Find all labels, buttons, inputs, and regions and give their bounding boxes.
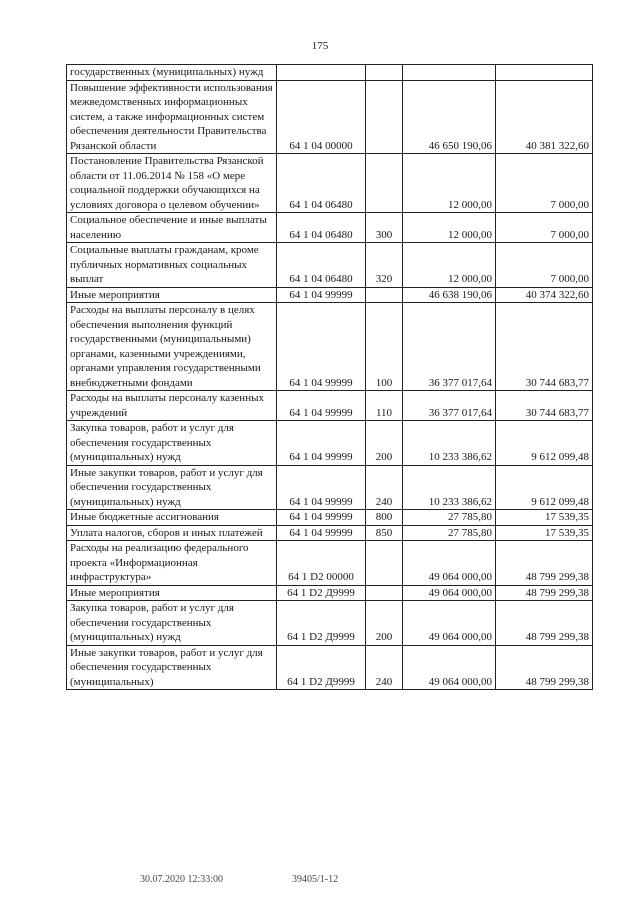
cell-executed-amount: 48 799 299,38 xyxy=(496,601,593,646)
cell-executed-amount: 7 000,00 xyxy=(496,243,593,288)
cell-name: государственных (муниципальных) нужд xyxy=(67,65,277,81)
table-row xyxy=(67,525,593,541)
table-row xyxy=(67,601,593,646)
cell-target-code: 64 1 04 99999 xyxy=(277,421,366,466)
budget-table-body xyxy=(67,65,593,690)
cell-planned-amount: 36 377 017,64 xyxy=(403,303,496,391)
table-row xyxy=(67,421,593,466)
cell-planned-amount: 49 064 000,00 xyxy=(403,645,496,690)
cell-expense-type: 110 xyxy=(366,391,403,421)
cell-name: Социальное обеспечение и иные выплаты населению xyxy=(67,213,277,243)
cell-name: Закупка товаров, работ и услуг для обеспечения государственных (муниципальных) нужд xyxy=(67,601,277,646)
cell-target-code: 64 1 04 06480 xyxy=(277,243,366,288)
cell-planned-amount: 10 233 386,62 xyxy=(403,421,496,466)
cell-executed-amount: 48 799 299,38 xyxy=(496,645,593,690)
table-row xyxy=(67,303,593,391)
cell-executed-amount: 7 000,00 xyxy=(496,154,593,213)
cell-target-code xyxy=(277,65,366,81)
cell-expense-type xyxy=(366,585,403,601)
table-row xyxy=(67,585,593,601)
cell-planned-amount: 46 650 190,06 xyxy=(403,80,496,154)
cell-name: Повышение эффективности использования межведомственных информационных систем, а также информационных систем обеспечения деятельности Правительства Рязанской области xyxy=(67,80,277,154)
footer-timestamp: 30.07.2020 12:33:00 xyxy=(140,874,224,885)
cell-name: Расходы на выплаты персоналу в целях обеспечения выполнения функций государственными (муниципальными) органами, казенными учреждениями, органами управления государственными внебюджетными фондами xyxy=(67,303,277,391)
cell-target-code: 64 1 D2 00000 xyxy=(277,541,366,586)
cell-target-code: 64 1 04 99999 xyxy=(277,510,366,526)
table-row xyxy=(67,65,593,81)
cell-executed-amount: 7 000,00 xyxy=(496,213,593,243)
cell-expense-type: 240 xyxy=(366,645,403,690)
cell-target-code: 64 1 04 99999 xyxy=(277,465,366,510)
cell-name: Иные закупки товаров, работ и услуг для обеспечения государственных (муниципальных) нужд xyxy=(67,465,277,510)
cell-executed-amount: 30 744 683,77 xyxy=(496,391,593,421)
cell-expense-type: 200 xyxy=(366,421,403,466)
cell-executed-amount: 48 799 299,38 xyxy=(496,541,593,586)
cell-name: Иные закупки товаров, работ и услуг для обеспечения государственных (муниципальных) xyxy=(67,645,277,690)
cell-name: Иные мероприятия xyxy=(67,585,277,601)
cell-name: Уплата налогов, сборов и иных платежей xyxy=(67,525,277,541)
cell-planned-amount: 36 377 017,64 xyxy=(403,391,496,421)
cell-executed-amount: 30 744 683,77 xyxy=(496,303,593,391)
cell-expense-type: 200 xyxy=(366,601,403,646)
cell-target-code: 64 1 04 99999 xyxy=(277,303,366,391)
cell-expense-type xyxy=(366,541,403,586)
page-number: 175 xyxy=(311,40,329,52)
footer-doc-id: 39405/1-12 xyxy=(292,874,339,885)
table-row xyxy=(67,541,593,586)
table-row xyxy=(67,391,593,421)
table-row xyxy=(67,213,593,243)
cell-executed-amount: 40 374 322,60 xyxy=(496,287,593,303)
cell-executed-amount xyxy=(496,65,593,81)
cell-planned-amount: 12 000,00 xyxy=(403,243,496,288)
cell-planned-amount: 49 064 000,00 xyxy=(403,541,496,586)
cell-planned-amount: 49 064 000,00 xyxy=(403,585,496,601)
cell-planned-amount: 10 233 386,62 xyxy=(403,465,496,510)
cell-target-code: 64 1 D2 Д9999 xyxy=(277,585,366,601)
cell-name: Иные бюджетные ассигнования xyxy=(67,510,277,526)
table-row xyxy=(67,645,593,690)
cell-name: Расходы на выплаты персоналу казенных учреждений xyxy=(67,391,277,421)
cell-executed-amount: 9 612 099,48 xyxy=(496,421,593,466)
table-row xyxy=(67,510,593,526)
cell-expense-type xyxy=(366,65,403,81)
cell-expense-type: 850 xyxy=(366,525,403,541)
cell-target-code: 64 1 04 99999 xyxy=(277,287,366,303)
table-row xyxy=(67,465,593,510)
table-row xyxy=(67,80,593,154)
cell-executed-amount: 17 539,35 xyxy=(496,525,593,541)
cell-planned-amount: 27 785,80 xyxy=(403,525,496,541)
cell-expense-type: 100 xyxy=(366,303,403,391)
cell-planned-amount xyxy=(403,65,496,81)
cell-target-code: 64 1 D2 Д9999 xyxy=(277,645,366,690)
table-row xyxy=(67,287,593,303)
cell-executed-amount: 9 612 099,48 xyxy=(496,465,593,510)
cell-name: Постановление Правительства Рязанской области от 11.06.2014 № 158 «О мере социальной поддержки обучающихся на условиях договора о целевом обучении» xyxy=(67,154,277,213)
cell-target-code: 64 1 04 06480 xyxy=(277,154,366,213)
cell-expense-type: 800 xyxy=(366,510,403,526)
cell-name: Иные мероприятия xyxy=(67,287,277,303)
cell-planned-amount: 27 785,80 xyxy=(403,510,496,526)
cell-executed-amount: 48 799 299,38 xyxy=(496,585,593,601)
cell-target-code: 64 1 04 06480 xyxy=(277,213,366,243)
budget-table xyxy=(66,64,593,690)
cell-expense-type xyxy=(366,154,403,213)
cell-planned-amount: 46 638 190,06 xyxy=(403,287,496,303)
cell-executed-amount: 17 539,35 xyxy=(496,510,593,526)
cell-planned-amount: 12 000,00 xyxy=(403,213,496,243)
cell-expense-type: 320 xyxy=(366,243,403,288)
cell-target-code: 64 1 04 99999 xyxy=(277,525,366,541)
cell-target-code: 64 1 04 99999 xyxy=(277,391,366,421)
cell-expense-type xyxy=(366,287,403,303)
cell-expense-type: 300 xyxy=(366,213,403,243)
cell-executed-amount: 40 381 322,60 xyxy=(496,80,593,154)
table-row xyxy=(67,154,593,213)
cell-expense-type xyxy=(366,80,403,154)
cell-expense-type: 240 xyxy=(366,465,403,510)
cell-planned-amount: 12 000,00 xyxy=(403,154,496,213)
cell-name: Закупка товаров, работ и услуг для обеспечения государственных (муниципальных) нужд xyxy=(67,421,277,466)
table-row xyxy=(67,243,593,288)
cell-name: Расходы на реализацию федерального проекта «Информационная инфраструктура» xyxy=(67,541,277,586)
cell-planned-amount: 49 064 000,00 xyxy=(403,601,496,646)
cell-name: Социальные выплаты гражданам, кроме публичных нормативных социальных выплат xyxy=(67,243,277,288)
cell-target-code: 64 1 04 00000 xyxy=(277,80,366,154)
cell-target-code: 64 1 D2 Д9999 xyxy=(277,601,366,646)
